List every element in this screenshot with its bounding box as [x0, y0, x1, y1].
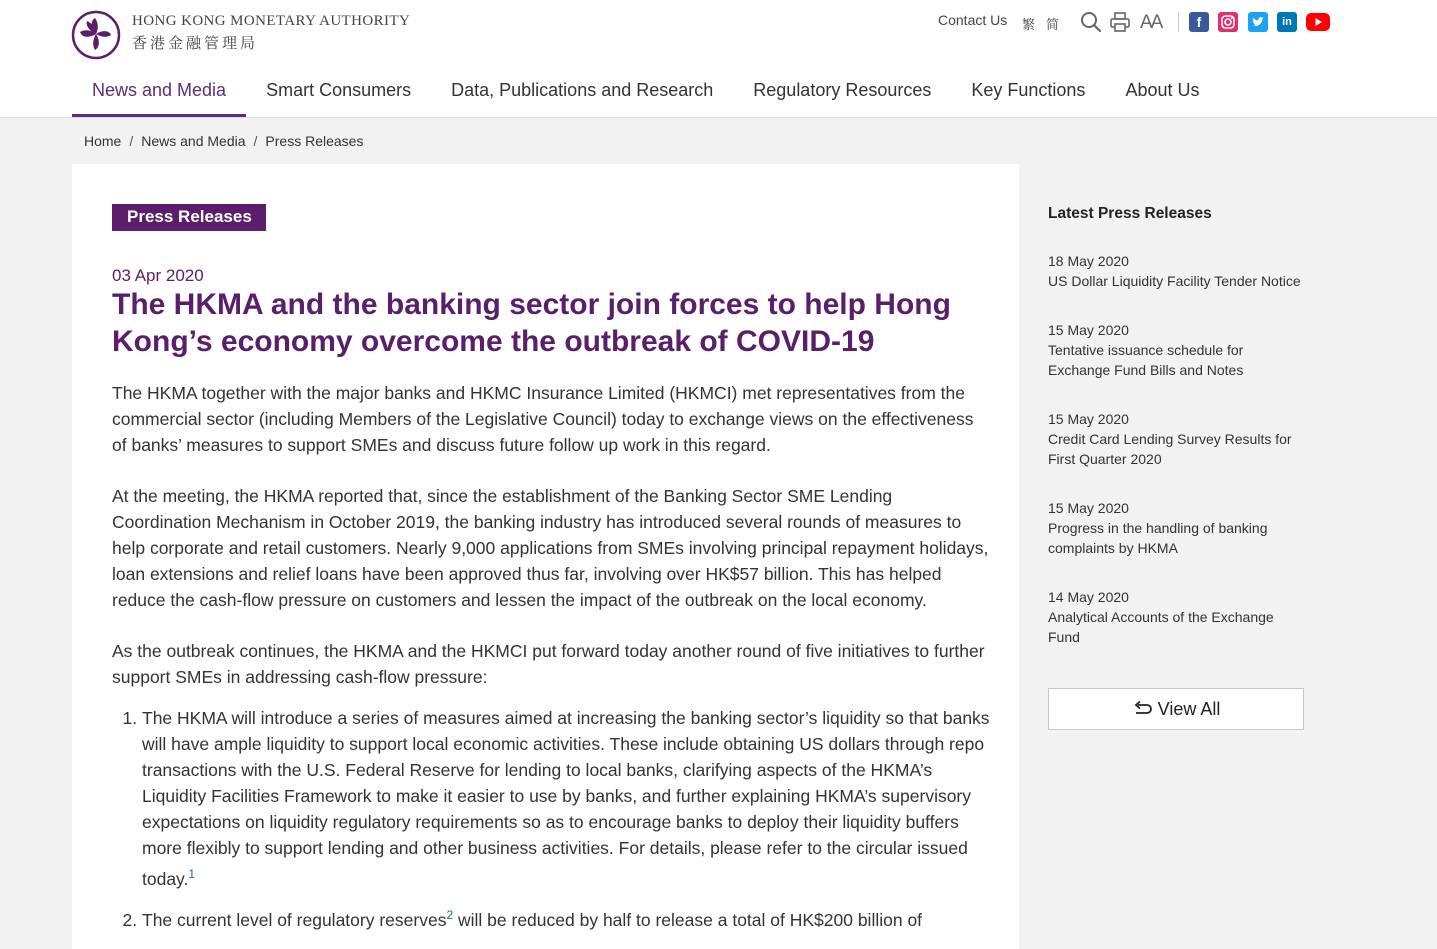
lang-simplified-chinese-link[interactable]: 简: [1046, 17, 1060, 32]
sidebar-item-date: 14 May 2020: [1048, 589, 1129, 605]
print-icon[interactable]: [1109, 11, 1131, 33]
article-title: The HKMA and the banking sector join forces to help Hong Kong’s economy overcome the outbreak of COVID-19: [112, 288, 951, 358]
breadcrumb-current: Press Releases: [265, 133, 364, 149]
initiatives-list: [142, 705, 992, 933]
hkma-logo-icon[interactable]: [71, 10, 121, 60]
contact-us-link[interactable]: Contact Us: [938, 12, 1008, 28]
facebook-icon[interactable]: f: [1189, 12, 1209, 32]
sidebar-item-link[interactable]: Analytical Accounts of the Exchange Fund: [1048, 609, 1274, 645]
list-item: [142, 705, 992, 892]
youtube-icon[interactable]: [1306, 13, 1330, 31]
article-panel: [72, 164, 1019, 949]
article-paragraph: The HKMA together with the major banks and HKMC Insurance Limited (HKMCI) met representatives from the commercial sector (including Members of the Legislative Council) today to exchange views on the effectiveness of banks’ measures to support SMEs and discuss future follow up work in this regard.: [112, 383, 974, 455]
breadcrumb-home[interactable]: Home: [84, 133, 122, 149]
brand-name-zh[interactable]: 香港金融管理局: [132, 34, 259, 52]
category-tag: Press Releases: [112, 204, 266, 231]
article-paragraph: As the outbreak continues, the HKMA and the HKMCI put forward today another round of five initiatives to further support SMEs in addressing cash-flow pressure:: [112, 641, 985, 687]
list-item: [142, 902, 992, 933]
sidebar-list-item: [1048, 409, 1304, 469]
sidebar-item-date: 15 May 2020: [1048, 500, 1129, 516]
sidebar-list-item: [1048, 251, 1304, 291]
sidebar-item-date: 15 May 2020: [1048, 322, 1129, 338]
sidebar-item-link[interactable]: Tentative issuance schedule for Exchange Fund Bills and Notes: [1048, 342, 1244, 378]
article-paragraph: At the meeting, the HKMA reported that, since the establishment of the Banking Sector SME Lending Coordination Mechanism in October 2019, the banking industry has introduced several rounds of measures to help corporate and retail customers. Nearly 9,000 applications from SMEs involving principal repayment holidays, loan extensions and relief loans have been approved thus far, involving over HK$57 billion. This has helped reduce the cash-flow pressure on customers and lessen the impact of the outbreak on the local economy.: [112, 486, 989, 610]
nav-smart-consumers[interactable]: Smart Consumers: [266, 80, 412, 100]
breadcrumb: [84, 133, 363, 149]
main-navigation: [72, 70, 1219, 117]
sidebar-title: Latest Press Releases: [1048, 205, 1212, 222]
sidebar-item-link[interactable]: Progress in the handling of banking complaints by HKMA: [1048, 520, 1268, 556]
list-item-text: The current level of regulatory reserves: [142, 909, 447, 930]
linkedin-icon[interactable]: in: [1277, 12, 1297, 32]
nav-regulatory-resources[interactable]: Regulatory Resources: [753, 80, 932, 100]
footnote-link[interactable]: 1: [188, 867, 196, 881]
instagram-icon[interactable]: [1218, 12, 1238, 32]
return-arrow-icon: [1132, 700, 1154, 718]
search-icon[interactable]: [1080, 11, 1102, 33]
sidebar-list-item: [1048, 498, 1304, 558]
sidebar-list-item: [1048, 587, 1304, 647]
view-all-button[interactable]: [1048, 688, 1304, 730]
lang-traditional-chinese-link[interactable]: 繁: [1022, 17, 1036, 32]
breadcrumb-separator: /: [129, 133, 134, 149]
sidebar-item-date: 18 May 2020: [1048, 253, 1129, 269]
sidebar-item-link[interactable]: Credit Card Lending Survey Results for First Quarter 2020: [1048, 431, 1292, 467]
font-size-label: AA: [1140, 12, 1162, 33]
nav-about-us[interactable]: About Us: [1125, 80, 1200, 100]
breadcrumb-separator: /: [253, 133, 258, 149]
sidebar-item-date: 15 May 2020: [1048, 411, 1129, 427]
utility-divider: [1178, 12, 1179, 32]
view-all-label: View All: [1157, 699, 1221, 719]
article-date: 03 Apr 2020: [112, 266, 204, 285]
nav-key-functions[interactable]: Key Functions: [971, 80, 1086, 100]
sidebar-list-item: [1048, 320, 1304, 380]
twitter-icon[interactable]: [1248, 12, 1268, 32]
nav-news-and-media[interactable]: News and Media: [72, 70, 246, 117]
brand-name-en[interactable]: HONG KONG MONETARY AUTHORITY: [132, 13, 411, 29]
font-size-icon[interactable]: [1140, 12, 1166, 34]
footnote-link[interactable]: 2: [446, 907, 454, 922]
sidebar-item-link[interactable]: US Dollar Liquidity Facility Tender Notice: [1048, 273, 1301, 289]
nav-data-publications-research[interactable]: Data, Publications and Research: [451, 80, 714, 100]
site-header: [0, 0, 1437, 118]
breadcrumb-news-and-media[interactable]: News and Media: [141, 133, 246, 149]
article-body: [112, 380, 992, 943]
list-item-text-continued: will be reduced by half to release a total of HK$200 billion of: [453, 909, 923, 930]
list-item-text: The HKMA will introduce a series of measures aimed at increasing the banking sector’s liquidity so that banks will have ample liquidity to support local economic activities. These include obtaining US dollars through repo transactions with the U.S. Federal Reserve for lending to local banks, clarifying aspects of the HKMA’s Liquidity Facilities Framework to make it easier to use by banks, and further explaining HKMA’s supervisory expectations on liquidity regulatory requirements so as to encourage banks to deploy their liquidity buffers more flexibly to support lending and other business activities. For details, please refer to the circular issued today.: [142, 708, 990, 889]
